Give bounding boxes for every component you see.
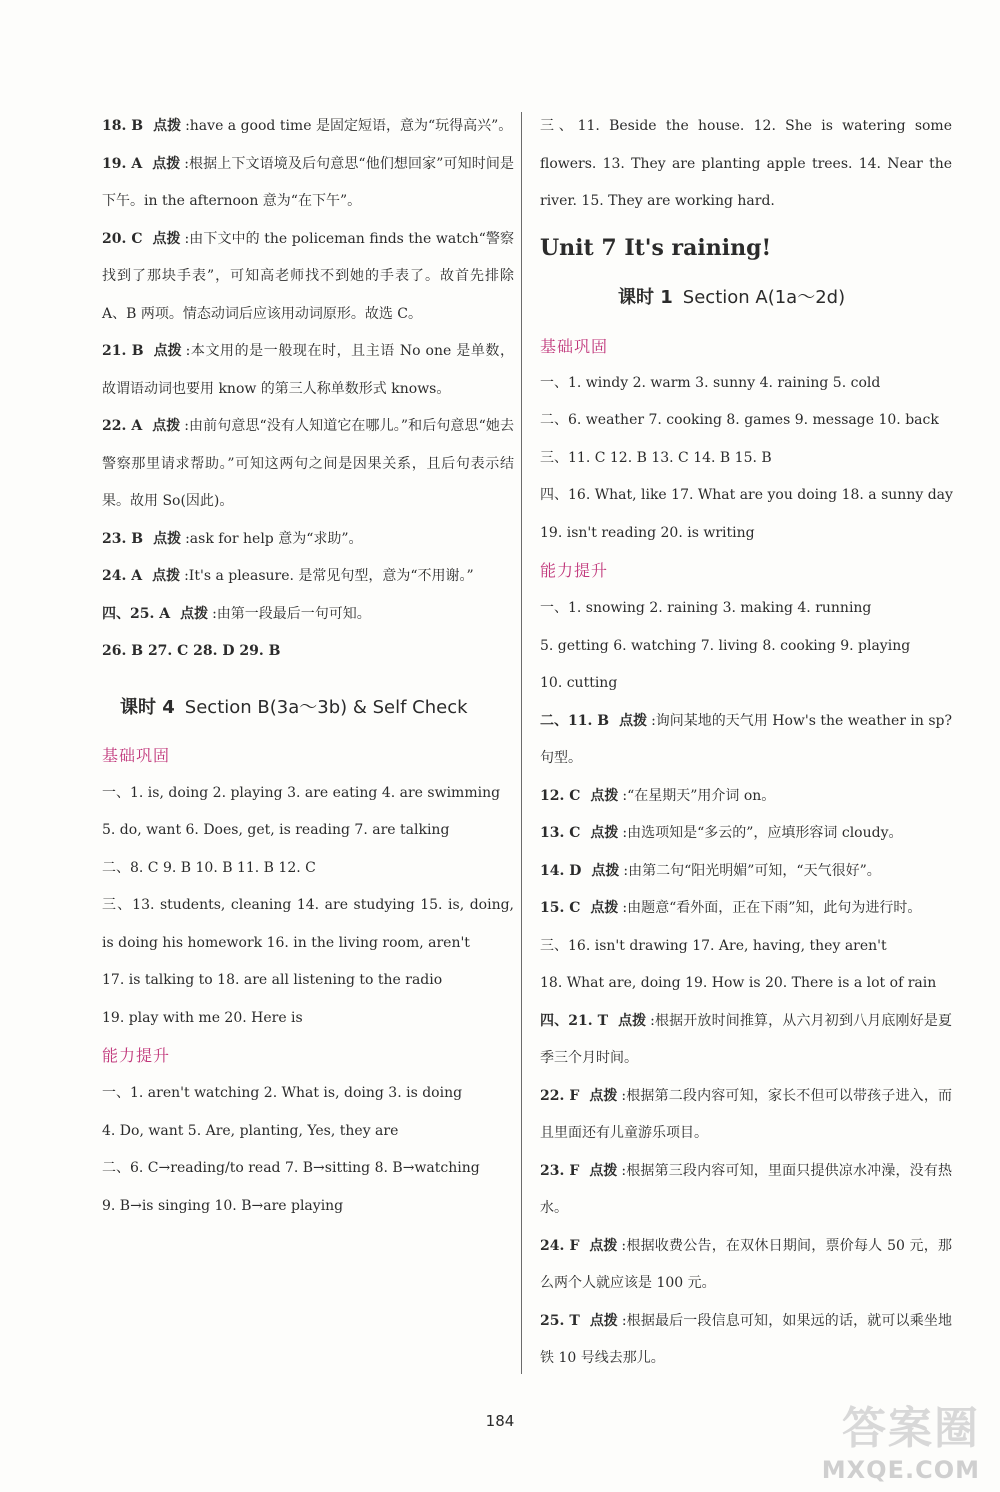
watermark-url: MXQE.COM [821, 1456, 980, 1484]
answer-18: 18. B 点拨 :have a good time 是固定短语，意为“玩得高兴”。 [102, 118, 513, 134]
r-basic-line-3: 三、11. C 12. B 13. C 14. B 15. B [540, 449, 772, 466]
ability-line-1: 一、1. aren't watching 2. What is, doing 3. is doing [102, 1085, 463, 1101]
watermark [822, 1392, 980, 1484]
r-answer-21: 四、21. T 点拨 :根据开放时间推算，从六月初到八月底刚好是夏季三个月时间。 [540, 1012, 952, 1066]
r-ability-line-2: 5. getting 6. watching 7. living 8. cooking 9. playing [540, 637, 911, 654]
r-basic-line-2: 二、6. weather 7. cooking 8. games 9. message 10. back [540, 412, 939, 428]
section-ability-right: 能力提升 [540, 561, 609, 580]
basic-line-2: 5. do, want 6. Does, get, is reading 7. are talking [102, 822, 450, 838]
r-answers-16-17: 三、16. isn't drawing 17. Are, having, they aren't [540, 937, 887, 954]
r-basic-line-1: 一、1. windy 2. warm 3. sunny 4. raining 5. cold [540, 374, 881, 391]
answer-21: 21. B 点拨 :本文用的是一般现在时，且主语 No one 是单数，故谓语动词也要用 know 的第三人称单数形式 knows。 [102, 343, 514, 397]
r-answer-23: 23. F 点拨 :根据第三段内容可知，里面只提供凉水冲澡，没有热水。 [540, 1162, 952, 1216]
r-basic-line-5: 19. isn't reading 20. is writing [540, 524, 755, 541]
answer-25: 四、25. A 点拨 :由第一段最后一句可知。 [102, 605, 371, 622]
basic-line-3: 二、8. C 9. B 10. B 11. B 12. C [102, 859, 316, 876]
r-answer-11: 二、11. B 点拨 :询问某地的天气用 How's the weather in sp? 句型。 [540, 712, 953, 766]
r-answer-24: 24. F 点拨 :根据收费公告，在双休日期间，票价每人 50 元，那么两个人就应该是 100 元。 [540, 1237, 953, 1291]
r-ability-line-1: 一、1. snowing 2. raining 3. making 4. running [540, 600, 872, 616]
r-answer-15: 15. C 点拨 :由题意“看外面，正在下雨”知，此句为进行时。 [540, 900, 922, 916]
section-ability-left: 能力提升 [102, 1046, 171, 1065]
ability-line-4: 9. B→is singing 10. B→are playing [102, 1197, 344, 1214]
r-ability-line-3: 10. cutting [540, 675, 618, 691]
basic-line-6: 19. play with me 20. Here is [102, 1009, 303, 1026]
answer-24: 24. A 点拨 :It's a pleasure. 是常见句型，意为“不用谢。” [102, 568, 474, 584]
r-answer-25: 25. T 点拨 :根据最后一段信息可知，如果远的话，就可以乘坐地铁 10 号线去那儿。 [540, 1312, 953, 1366]
ability-line-2: 4. Do, want 5. Are, planting, Yes, they are [102, 1122, 399, 1139]
basic-line-1: 一、1. is, doing 2. playing 3. are eating 4. are swimming [102, 784, 501, 801]
section-basic-right: 基础巩固 [540, 336, 609, 356]
r-answer-13: 13. C 点拨 :由选项知是“多云的”，应填形容词 cloudy。 [540, 825, 903, 841]
page-number: 184 [485, 1412, 515, 1430]
section-basic-left: 基础巩固 [102, 745, 171, 765]
r-answer-14: 14. D 点拨 :由第二句“阳光明媚”可知，“天气很好”。 [540, 862, 881, 879]
answer-19: 19. A 点拨 :根据上下文语境及后句意思“他们想回家”可知时间是下午。in the afternoon 意为“在下午”。 [102, 155, 515, 209]
answer-22: 22. A 点拨 :由前句意思“没有人知道它在哪儿。”和后句意思“她去警察那里请求帮助。”可知这两句之间是因果关系，且后句表示结果。故用 So(因此)。 [102, 418, 515, 509]
ability-line-3: 二、6. C→reading/to read 7. B→sitting 8. B→watching [102, 1160, 480, 1176]
answers-11-15: 三、11. Beside the house. 12. She is watering some flowers. 13. They are planting apple trees. 14. Near the river. 15. They are working hard. [540, 118, 952, 209]
answers-26-29: 26. B 27. C 28. D 29. B [102, 643, 281, 659]
answer-20: 20. C 点拨 :由下文中的 the policeman finds the watch“警察找到了那块手表”，可知高老师找不到她的手表了。故首先排除 A、B 两项。情态动词后应该用动词原形。故选 C。 [102, 230, 515, 322]
r-answer-22: 22. F 点拨 :根据第二段内容可知，家长不但可以带孩子进入，而且里面还有儿童游乐项目。 [540, 1087, 952, 1141]
column-divider [521, 112, 522, 1374]
r-basic-line-4: 四、16. What, like 17. What are you doing 18. a sunny day [540, 487, 953, 503]
lesson-1-title: 课时 1 Section A(1a～2d) [618, 286, 846, 308]
unit-7-title: Unit 7 It's raining! [540, 234, 772, 261]
left-column [102, 108, 514, 1225]
basic-line-5: 17. is talking to 18. are all listening to the radio [102, 972, 443, 988]
r-answers-18-20: 18. What are, doing 19. How is 20. There is a lot of rain [540, 975, 937, 991]
answer-23: 23. B 点拨 :ask for help 意为“求助”。 [102, 530, 363, 547]
lesson-4-title: 课时 4 Section B(3a～3b) & Self Check [120, 696, 468, 718]
watermark-text: 答案圈 [842, 1403, 980, 1454]
r-answer-12: 12. C 点拨 :“在星期天”用介词 on。 [540, 787, 776, 804]
basic-line-4: 三、13. students, cleaning 14. are studying 15. is, doing, is doing his homework 16. in the living room, aren't [102, 897, 514, 951]
right-column [540, 108, 952, 1378]
